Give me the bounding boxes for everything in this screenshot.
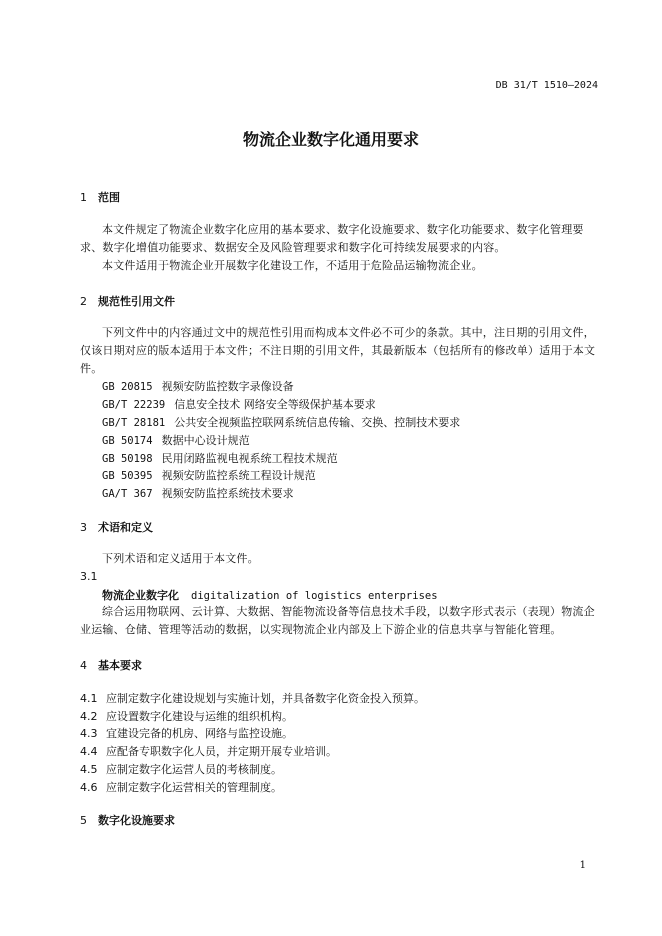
clause-item: 4.6 应制定数字化运营相关的管理制度。 (80, 781, 282, 794)
section-2-heading: 2 规范性引用文件 (80, 295, 175, 308)
reference-item: GB 50198 民用闭路监视电视系统工程技术规范 (102, 452, 338, 465)
clause-item: 4.3 宜建设完备的机房、网络与监控设施。 (80, 727, 293, 740)
reference-item: GB 20815 视频安防监控数字录像设备 (102, 380, 294, 393)
reference-item: GB 50395 视频安防监控系统工程设计规范 (102, 469, 316, 482)
section-4-heading: 4 基本要求 (80, 659, 142, 672)
section-1-para-2: 本文件适用于物流企业开展数字化建设工作，不适用于危险品运输物流企业。 (102, 259, 483, 272)
section-3-heading: 3 术语和定义 (80, 521, 153, 534)
section-1-heading: 1 范围 (80, 191, 120, 204)
clause-item: 4.4 应配备专职数字化人员，并定期开展专业培训。 (80, 745, 337, 758)
term-definition: 综合运用物联网、云计算、大数据、智能物流设备等信息技术手段，以数字形式表示（表现）物流企业运输、仓储、管理等活动的数据，以实现物流企业内部及上下游企业的信息共享与智能化管理。 (80, 605, 595, 636)
clause-item: 4.2 应设置数字化建设与运维的组织机构。 (80, 710, 293, 723)
term-entry: 物流企业数字化 digitalization of logistics enterprises (102, 589, 438, 602)
page-number: 1 (579, 860, 586, 871)
reference-item: GB/T 22239 信息安全技术 网络安全等级保护基本要求 (102, 398, 376, 411)
reference-item: GB 50174 数据中心设计规范 (102, 434, 250, 447)
reference-item: GA/T 367 视频安防监控系统技术要求 (102, 487, 294, 500)
section-1-para-1: 本文件规定了物流企业数字化应用的基本要求、数字化设施要求、数字化功能要求、数字化管理要求、数字化增值功能要求、数据安全及风险管理要求和数字化可持续发展要求的内容。 (80, 223, 584, 254)
section-5-heading: 5 数字化设施要求 (80, 814, 175, 827)
clause-item: 4.1 应制定数字化建设规划与实施计划，并具备数字化资金投入预算。 (80, 692, 425, 705)
section-2-para-1: 下列文件中的内容通过文中的规范性引用而构成本文件必不可少的条款。其中，注日期的引用文件，仅该日期对应的版本适用于本文件；不注日期的引用文件，其最新版本（包括所有的修改单）适用于本文件。 (80, 326, 596, 375)
section-3-intro: 下列术语和定义适用于本文件。 (102, 552, 259, 565)
term-number: 3.1 (80, 570, 98, 583)
clause-item: 4.5 应制定数字化运营人员的考核制度。 (80, 763, 282, 776)
document-title: 物流企业数字化通用要求 (242, 130, 419, 149)
standard-number: DB 31/T 1510—2024 (495, 80, 598, 91)
reference-item: GB/T 28181 公共安全视频监控联网系统信息传输、交换、控制技术要求 (102, 416, 461, 429)
